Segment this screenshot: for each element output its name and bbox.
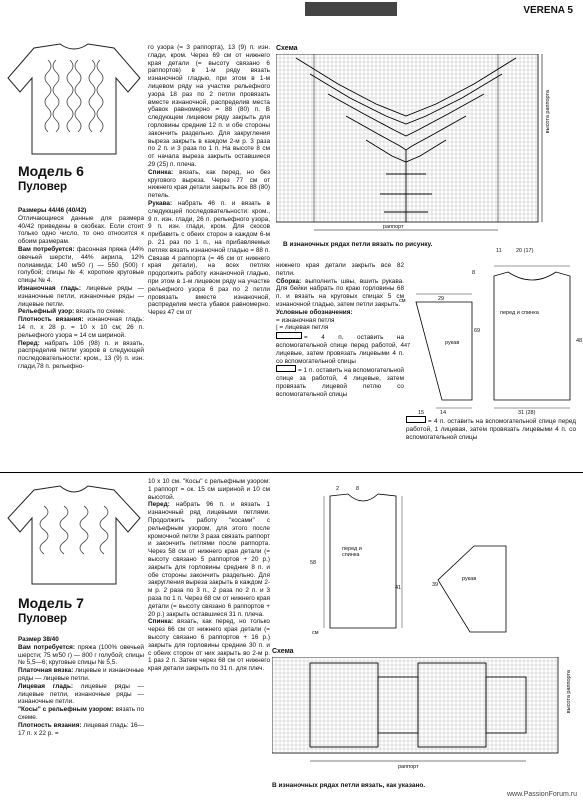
text-paragraph bbox=[18, 207, 144, 215]
model7-column-2 bbox=[148, 478, 270, 673]
page-header bbox=[0, 2, 583, 18]
text-paragraph: 10 x 10 см. "Косы" с рельефным узором: 1 раппорт = ок. 15 см шириной и 10 см высотой. bbox=[148, 478, 270, 501]
model7-front-label: перед и спинка bbox=[342, 546, 362, 558]
section-divider bbox=[0, 472, 583, 473]
model6-column-3 bbox=[276, 262, 404, 399]
text-paragraph: Условные обозначения: bbox=[276, 308, 353, 316]
model7-chart-height-label: высота раппорта bbox=[566, 670, 572, 714]
model6-sleeve-top: 29 bbox=[438, 296, 445, 302]
model6-sleeve-label: рукав bbox=[445, 340, 460, 346]
model7-title: Модель 7 bbox=[18, 595, 84, 611]
model6-sleeve-unit: см bbox=[399, 298, 406, 304]
header-decoration-band bbox=[305, 2, 397, 16]
model7-sleeve-pattern bbox=[430, 540, 510, 640]
text-paragraph: Плотность вязания: изнаночная гладь: 14 п. x 28 р. = 10 x 10 см; 26 п. рельефного узора = 14 см шириной. bbox=[18, 316, 144, 339]
magazine-brand: VERENA 5 bbox=[523, 5, 573, 16]
model6-front-shoulder: 11 bbox=[496, 248, 502, 254]
model7-knitting-chart bbox=[272, 657, 562, 775]
sweater-sketch-model7 bbox=[4, 478, 144, 590]
text-paragraph: Вам потребуется: пряжа (100% овечьей шерсти; 75 м/50 г) — 800 г голубой; спицы № 5,5—6; круговые спицы № 5,5. bbox=[18, 643, 144, 667]
model6-chart-caption: В изнаночных рядах петли вязать по рисунку. bbox=[283, 241, 433, 248]
model6-sleeve-bottom: 15 bbox=[418, 410, 425, 416]
text-paragraph: Вам потребуется: фасонная пряжа (44% овечьей шерсти, 44% акрила, 12% полиамида; 140 м/50 г) — 550 (500) г голубой; спицы № 4; короткие круговые спицы № 4. bbox=[18, 245, 144, 285]
model7-front-h1: 58 bbox=[310, 560, 317, 566]
legend-item: | = лицевая петля bbox=[276, 324, 329, 332]
model6-sleeve-pattern bbox=[406, 262, 476, 412]
text-paragraph: го узора (= 3 раппорта), 13 (9) п. изн. глади, кром. Через 69 см от нижнего края детали (= высоту связано 6 раппортов) в 1-м ряду вязать изнаночной гладью, при этом в 1-м лицевом ряду на участке рельефного узора 18 раз по 2 петли провязать вместе изнаночной, распределив места убавок равномерно = 88 (80) п. В следующем лицевом ряду закрыть для горловины средние 12 п. и обе стороны закончить раздельно. Для закругления выреза закрыть в каждом 2-м р. 3 раза по 2 п. и 3 раза по 1 п. На высоте 8 см от начала выреза закрыть оставшиеся 29 (25) п. плеча. bbox=[148, 44, 270, 168]
text-paragraph: Перед: набрать 106 (98) п. и вязать, распределив петли узоров в следующей последовательности: кром., 13 (9) п. изн. глади,78 п. рельефно- bbox=[18, 339, 144, 370]
model7-sleeve-h: 39 bbox=[432, 582, 439, 588]
model7-front-pattern bbox=[318, 488, 408, 636]
model6-chart-rapport: раппорт bbox=[383, 224, 404, 230]
model7-product: Пуловер bbox=[18, 613, 68, 625]
text-paragraph: Рукава: набрать 46 п. и вязать в следующей последовательности: кром., 9 п. изн. глади, 26 п. рельефного узора, 9 п. изн. глади, кром. Для скосов прибавить с обеих сторон в каждом 6-м р. 21 раз по 1 п., на прибавляемых петлях вязать изнаночной гладью = 88 п. Связав 4 раппорта (= 46 см от нижнего края детали), на всех петлях продолжить работу изнаночной гладью, при этом в 1-м лицевом ряду на участке рельефного узора 6 раз по 2 петли провязать вместе изнаночной, распределив места убавок равномерно. Через 47 см от bbox=[148, 199, 270, 317]
model7-chart-rapport: раппорт bbox=[398, 764, 419, 770]
model6-sleeve-height: 47 bbox=[404, 343, 411, 349]
model7-sleeve-label: рукав bbox=[462, 576, 477, 582]
legend-item: = 4 п. оставить на вспомогательной спице перед работой, 1 лицевая, затем провязать лицевыми 4 п. со вспомогательной спицы bbox=[406, 418, 576, 441]
model7-column-1 bbox=[18, 636, 144, 737]
model7-front-shoulder: 2 bbox=[336, 486, 340, 492]
footer-site: www.PassionForum.ru bbox=[506, 791, 577, 798]
text-paragraph: Изнаночная гладь: лицевые ряды — изнаночные петли, изнаночные ряды — лицевые петли. bbox=[18, 284, 144, 308]
model6-chart-height-label: высота раппорта bbox=[545, 90, 551, 134]
model6-front-bottom: 31 (28) bbox=[518, 410, 536, 416]
model6-knitting-chart bbox=[276, 54, 566, 236]
model7-front-unit: см bbox=[312, 630, 319, 636]
model6-product: Пуловер bbox=[18, 181, 68, 193]
legend-item: = 1 п. оставить на вспомогательной спице за работой, 4 лицевые, затем провязать лицевой петлю со вспомогательной спицы bbox=[276, 367, 404, 398]
model6-column-2 bbox=[148, 44, 270, 317]
model6-title: Модель 6 bbox=[18, 163, 84, 179]
legend-item: = 4 п. оставить на вспомогательной спице перед работой, 4 лицевые, затем провязать лицевыми 4 п. со вспомогательной спицы bbox=[276, 334, 404, 365]
model7-chart-title: Схема bbox=[272, 648, 294, 655]
model7-front-h2: 41 bbox=[395, 585, 402, 591]
model6-front-h3: 48 bbox=[576, 338, 583, 344]
text-paragraph: Спинка: вязать, как перед, но без кругового выреза. Через 77 см от нижнего края детали закрыть все 88 (80) петель. bbox=[148, 168, 270, 200]
legend-item: = изнаночная петля bbox=[276, 316, 335, 324]
model6-sleeve-bottom2: 14 bbox=[440, 410, 447, 416]
text-paragraph: Платочная вязка: лицевые и изнаночные ряды — лицевые петли. bbox=[18, 667, 144, 682]
text-paragraph: Лицевая гладь: лицевые ряды — лицевые петли, изнаночные ряды — изнаночные петли. bbox=[18, 682, 144, 706]
text-paragraph: нижнего края детали закрыть все 82 петли. bbox=[276, 262, 404, 277]
text-paragraph: Отличающиеся данные для размера 40/42 приведены в скобках. Если стоит только одно число, то оно относится к обоим размерам. bbox=[18, 214, 144, 246]
text-paragraph: Перед: набрать 96 п. и вязать 1 изнаночный ряд лицевыми петлями. Продолжить работу "косами" с рельефным узором, для этого после кромочной петли 3 раза связать раппорт и закончить петлями после раппорта. Через 58 см от нижнего края детали (= высоту связано 5 раппортов + 20 р.) закрыть для горловины средние 8 п. и обе стороны закончить раздельно. Для закругления выреза закрыть в каждом 2-м р. 2 раза по 3 п., 2 раза по 2 п. и 3 раза по 1 п. Через 68 см от нижнего края детали (= высоту связано 6 раппортов + 20 р.) закрыть оставшиеся 31 п. плеча. bbox=[148, 501, 270, 618]
text-paragraph: "Косы" с рельефным узором: вязать по схеме. bbox=[18, 706, 145, 721]
text-paragraph: Плотность вязания: лицевая гладь: 16—17 п. x 22 р. = bbox=[18, 721, 144, 737]
model6-front-pattern bbox=[484, 262, 583, 412]
model7-chart-caption: В изнаночных рядах петли вязать, как указано. bbox=[272, 782, 426, 789]
text-paragraph: Размер 38/40 bbox=[18, 636, 59, 643]
model7-front-neck: 8 bbox=[356, 486, 360, 492]
model6-front-left: 8 bbox=[472, 270, 476, 276]
model6-front-label: перед и спинка bbox=[500, 310, 539, 316]
model6-column-1 bbox=[18, 207, 144, 371]
sweater-sketch-model6 bbox=[4, 38, 144, 160]
model6-front-neck: 20 (17) bbox=[516, 248, 534, 254]
model6-chart-title: Схема bbox=[276, 45, 298, 52]
text-paragraph: Спинка: вязать, как перед, но только через 66 см от нижнего края детали (= высоту связано 6 раппортов + 16 р.) закрыть для горловины средние 30 п. и с обеих сторон от них закрыть во 2-м р. 1 раз 2 п. Затем через 68 см от нижнего края детали закрыть по 31 п. для плеч. bbox=[148, 618, 270, 673]
model6-front-h2: 69 bbox=[474, 328, 481, 334]
model6-legend-right bbox=[406, 416, 576, 441]
text-paragraph: Рельефный узор: вязать по схеме. bbox=[18, 308, 126, 316]
para-heading: Размеры 44/46 (40/42) bbox=[18, 207, 87, 214]
text-paragraph: Сборка: выполнить швы, вшить рукава. Для бейки набрать по краю горловины 68 п. и вязать на круговых спицах 5 см изнаночной гладью, затем петли закрыть. bbox=[276, 277, 404, 308]
